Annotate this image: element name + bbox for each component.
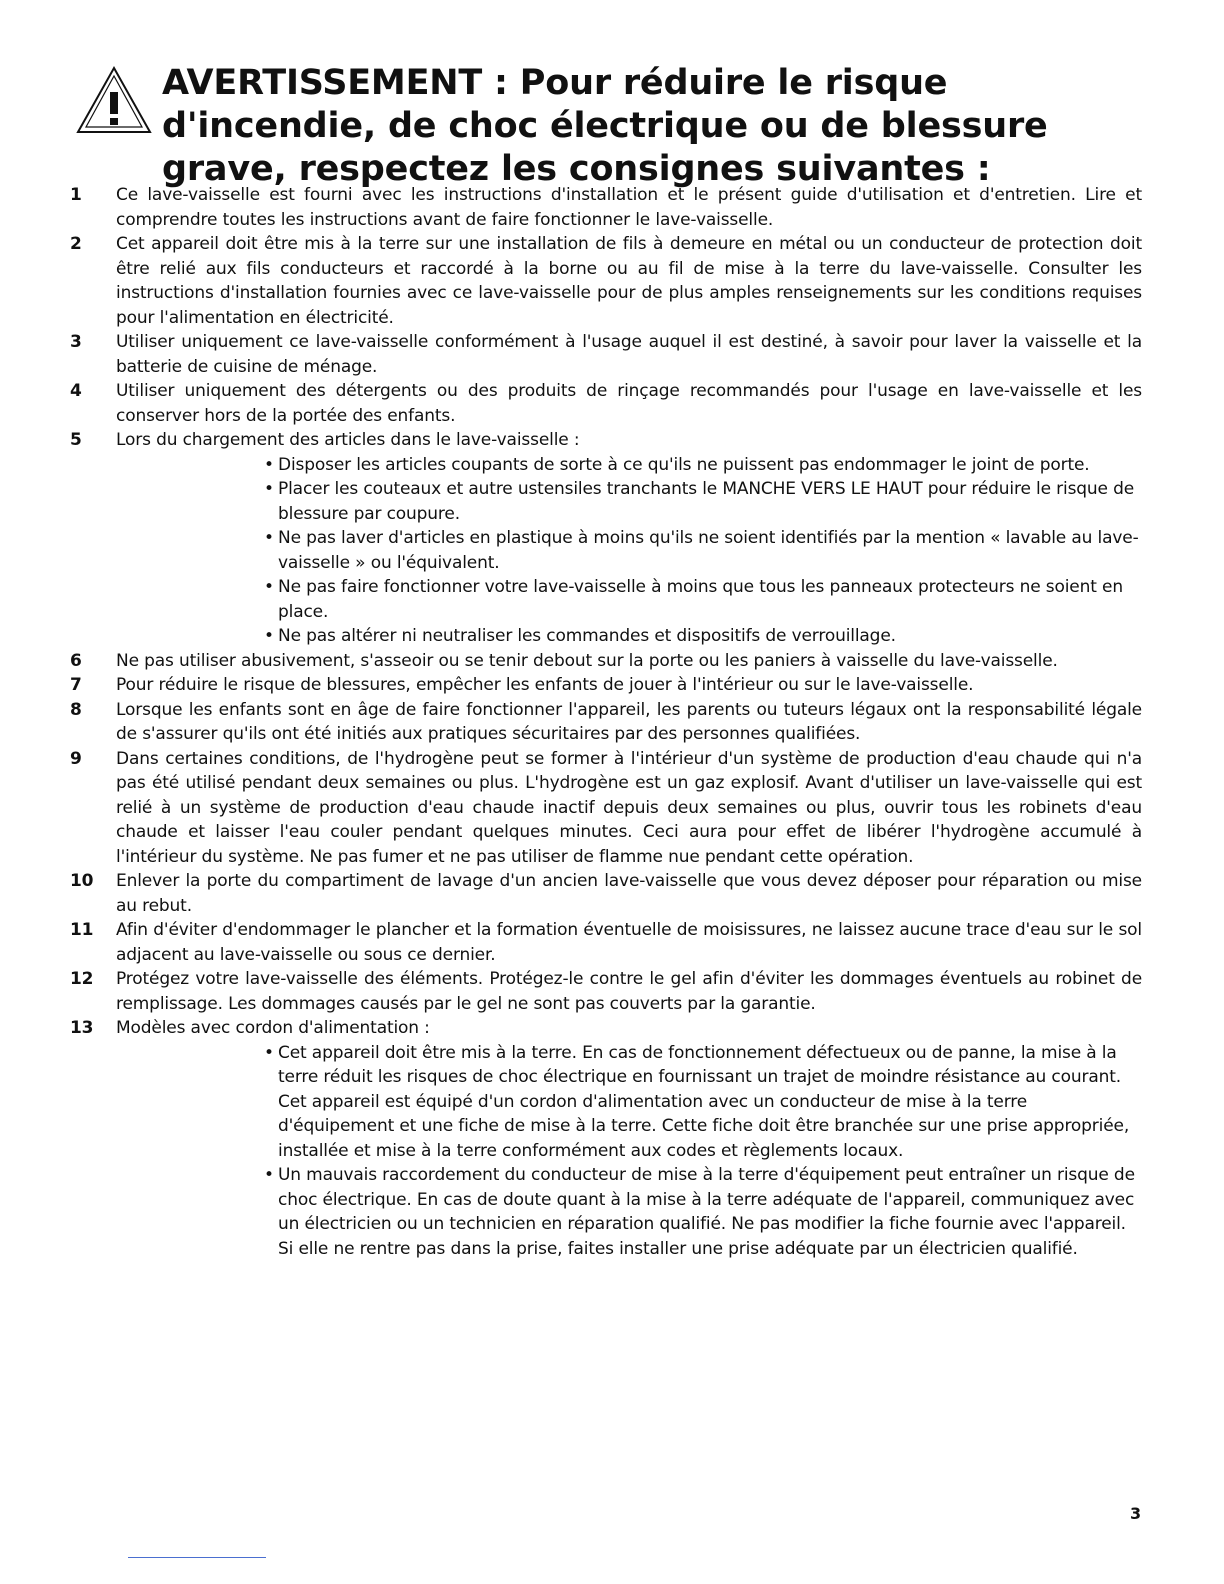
item-text: Ce lave-vaisselle est fourni avec les instructions d'installation et le présent guide d'utilisation et d'entretien. Lire et comprendre toutes les instructions avant de faire fonctionner le lave-vaisselle.	[116, 185, 1142, 230]
bullet-glyph: •	[264, 577, 274, 597]
bullet-text: Disposer les articles coupants de sorte à ce qu'ils ne puissent pas endommager le joint de porte.	[278, 454, 1090, 475]
bullet-glyph: •	[264, 528, 274, 548]
bullet-text: Un mauvais raccordement du conducteur de mise à la terre d'équipement peut entraîner un risque de choc électrique. En cas de doute quant à la mise à la terre adéquate de l'appareil, communiquez avec un électricien ou un technicien en réparation qualifié. Ne pas modifier la fiche fournie avec l'appareil. Si elle ne rentre pas dans la prise, faites installer une prise adéquate par un électricien qualifié.	[278, 1165, 1135, 1259]
bullet-glyph: •	[264, 479, 274, 499]
item-number: 8	[70, 699, 82, 720]
item-number: 12	[70, 969, 94, 989]
item-text: Utiliser uniquement des détergents ou des produits de rinçage recommandés pour l'usage en lave-vaisselle et les conserver hors de la portée des enfants.	[116, 381, 1142, 426]
bullet-glyph: •	[264, 1042, 274, 1063]
item-number: 9	[70, 748, 82, 769]
bullet-item	[264, 624, 1142, 649]
item-number: 2	[70, 234, 82, 254]
list-item	[70, 918, 1142, 967]
item-text: Pour réduire le risque de blessures, empêcher les enfants de jouer à l'intérieur ou sur le lave-vaisselle.	[116, 675, 974, 695]
list-item	[70, 673, 1142, 698]
bullet-list	[116, 1041, 1142, 1262]
list-item	[70, 428, 1142, 649]
bullet-item	[264, 1041, 1142, 1164]
bullet-text: Ne pas altérer ni neutraliser les commandes et dispositifs de verrouillage.	[278, 626, 896, 646]
bullet-text: Placer les couteaux et autre ustensiles tranchants le MANCHE VERS LE HAUT pour réduire le risque de blessure par coupure.	[278, 479, 1135, 524]
bullet-list	[116, 453, 1142, 649]
list-item	[70, 869, 1142, 918]
item-number: 13	[70, 1018, 94, 1038]
bullet-item	[264, 477, 1142, 526]
item-number: 7	[70, 675, 82, 695]
bullet-text: Ne pas faire fonctionner votre lave-vaisselle à moins que tous les panneaux protecteurs ne soient en place.	[278, 577, 1123, 622]
list-item	[70, 379, 1142, 428]
item-text: Protégez votre lave-vaisselle des éléments. Protégez-le contre le gel afin d'éviter les dommages éventuels au robinet de remplissage. Les dommages causés par le gel ne sont pas couverts par la garantie.	[116, 969, 1142, 1014]
list-item	[70, 232, 1142, 330]
item-text: Lors du chargement des articles dans le lave-vaisselle :	[116, 430, 580, 450]
item-number: 6	[70, 650, 82, 671]
page-number: 3	[1130, 1504, 1142, 1523]
item-text: Utiliser uniquement ce lave-vaisselle conformément à l'usage auquel il est destiné, à savoir pour laver la vaisselle et la batterie de cuisine de ménage.	[116, 332, 1142, 377]
item-number: 4	[70, 381, 82, 401]
bullet-text: Cet appareil doit être mis à la terre. En cas de fonctionnement défectueux ou de panne, la mise à la terre réduit les risques de choc électrique en fournissant un trajet de moindre résistance au courant. Cet appareil est équipé d'un cordon d'alimentation avec un conducteur de mise à la terre d'équipement et une fiche de mise à la terre. Cette fiche doit être branchée sur une prise appropriée, installée et mise à la terre conformément aux codes et règlements locaux.	[278, 1042, 1130, 1161]
bullet-item	[264, 453, 1142, 478]
item-number: 1	[70, 185, 82, 205]
item-text: Afin d'éviter d'endommager le plancher et la formation éventuelle de moisissures, ne laissez aucune trace d'eau sur le sol adjacent au lave-vaisselle ou sous ce dernier.	[116, 920, 1142, 965]
list-item	[70, 649, 1142, 674]
heading-line: AVERTISSEMENT : Pour réduire le risque	[162, 63, 948, 103]
item-number: 3	[70, 332, 82, 352]
bullet-glyph: •	[264, 1165, 274, 1185]
item-number: 10	[70, 871, 94, 891]
item-text: Lorsque les enfants sont en âge de faire fonctionner l'appareil, les parents ou tuteurs légaux ont la responsabilité légale de s'assurer qu'ils ont été initiés aux pratiques sécuritaires par des personnes qualifiées.	[116, 699, 1142, 744]
item-text: Cet appareil doit être mis à la terre sur une installation de fils à demeure en métal ou un conducteur de protection doit être relié aux fils conducteurs et raccordé à la borne ou au fil de mise à la terre du lave-vaisselle. Consulter les instructions d'installation fournies avec ce lave-vaisselle pour de plus amples renseignements sur les conditions requises pour l'alimentation en électricité.	[116, 234, 1142, 328]
heading-line: grave, respectez les consignes suivantes :	[162, 149, 991, 189]
bullet-glyph: •	[264, 454, 274, 475]
list-item	[70, 1016, 1142, 1261]
bullet-item	[264, 575, 1142, 624]
safety-instructions-list	[70, 183, 1142, 1261]
item-number: 5	[70, 430, 82, 450]
item-text: Ne pas utiliser abusivement, s'asseoir ou se tenir debout sur la porte ou les paniers à vaisselle du lave-vaisselle.	[116, 650, 1058, 671]
footer-divider	[128, 1557, 266, 1558]
item-text: Dans certaines conditions, de l'hydrogène peut se former à l'intérieur d'un système de production d'eau chaude qui n'a pas été utilisé pendant deux semaines ou plus. L'hydrogène est un gaz explosif. Avant d'utiliser un lave-vaisselle qui est relié à un système de production d'eau chaude inactif depuis deux semaines ou plus, ouvrir tous les robinets d'eau chaude et laisser l'eau couler pendant quelques minutes. Ceci aura pour effet de libérer l'hydrogène accumulé à l'intérieur du système. Ne pas fumer et ne pas utiliser de flamme nue pendant cette opération.	[116, 748, 1142, 867]
item-text: Enlever la porte du compartiment de lavage d'un ancien lave-vaisselle que vous devez déposer pour réparation ou mise au rebut.	[116, 871, 1142, 916]
warning-triangle-icon	[74, 62, 154, 138]
bullet-glyph: •	[264, 626, 274, 646]
list-item	[70, 967, 1142, 1016]
bullet-item	[264, 1163, 1142, 1261]
list-item	[70, 330, 1142, 379]
heading-line: d'incendie, de choc électrique ou de blessure	[162, 106, 1048, 146]
bullet-text: Ne pas laver d'articles en plastique à moins qu'ils ne soient identifiés par la mention « lavable au lave-vaisselle » ou l'équivalent.	[278, 528, 1139, 573]
list-item	[70, 747, 1142, 870]
item-number: 11	[70, 920, 94, 940]
bullet-item	[264, 526, 1142, 575]
list-item	[70, 698, 1142, 747]
item-text: Modèles avec cordon d'alimentation :	[116, 1018, 430, 1038]
list-item	[70, 183, 1142, 232]
warning-heading	[162, 62, 1162, 191]
